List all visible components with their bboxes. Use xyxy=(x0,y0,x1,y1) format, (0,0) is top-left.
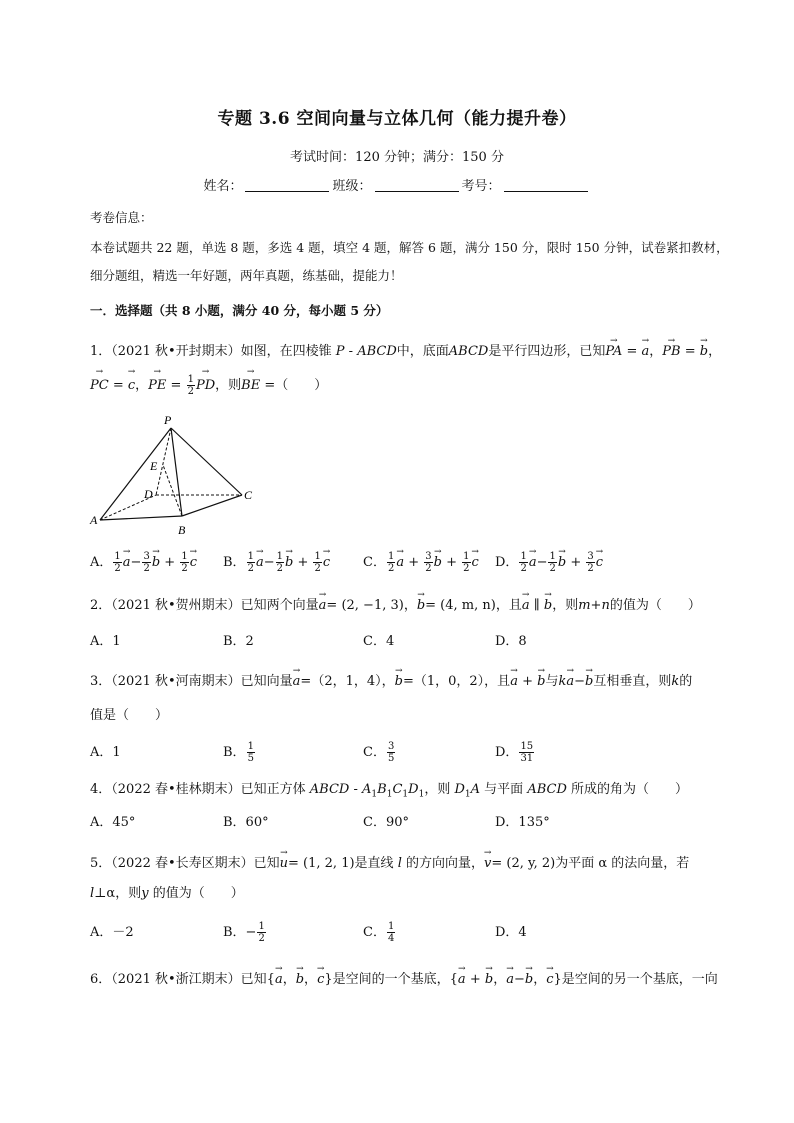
label-p: P xyxy=(164,413,172,427)
q4-text: 所成的角为（ ） xyxy=(571,782,689,797)
q3-text: 的 xyxy=(679,674,693,689)
question-3-line-1: 3．（2021 秋•河南期末）已知向量→ a=（2，1，4），→ b=（1，0，2），且→ a + → b与k→ a−→ b互相垂直，则k的 xyxy=(90,670,730,694)
option-d[interactable]: D．4 xyxy=(495,925,527,940)
option-a[interactable]: A．1 xyxy=(90,634,121,649)
q1-text: 是平行四边形，已知 xyxy=(488,344,606,359)
q4-options xyxy=(90,808,730,838)
question-4: 4．（2022 春•桂林期末）已知正方体 ABCD - $A_1B_1C_1D_1$，则 $D_1A$ 与平面 ABCD 所成的角为（ ） xyxy=(90,782,689,800)
option-c[interactable]: C．4 xyxy=(363,634,395,649)
q3-text: 3．（2021 秋•河南期末）已知向量 xyxy=(90,674,293,689)
number-label: 考号： xyxy=(461,179,501,194)
name-label: 姓名： xyxy=(203,179,243,194)
pyramid-diagram xyxy=(86,410,266,540)
q4-text: 4．（2022 春•桂林期末）已知正方体 xyxy=(90,782,306,797)
q5-text: 5．（2022 春•长寿区期末）已知 xyxy=(90,856,280,871)
q6-text: 是空间的一个基底， xyxy=(332,972,450,987)
info-line-1: 本卷试题共 22 题，单选 8 题，多选 4 题，填空 4 题，解答 6 题，满分 150 分，限时 150 分钟，试卷紧扣教材， xyxy=(90,240,729,255)
student-info-line xyxy=(0,175,794,194)
option-b[interactable]: B． $\frac{1}{5}$ xyxy=(223,741,254,764)
info-heading: 考卷信息： xyxy=(90,210,153,225)
q5-text: 的值为（ ） xyxy=(152,886,244,901)
name-blank[interactable] xyxy=(245,178,329,192)
option-b[interactable]: B．2 xyxy=(223,634,254,649)
option-b[interactable]: B．− $\frac{1}{2}$ xyxy=(223,921,265,944)
option-d[interactable]: D．8 xyxy=(495,634,527,649)
question-1-line-2: → PC = → c，→ PE = $\frac{1}{2}$ → PD，则→ BE =（ ） xyxy=(90,374,730,397)
q2-a-value: = (2, −1, 3)， xyxy=(326,598,417,613)
label-e: E xyxy=(150,459,158,473)
q3-text: 互相垂直，则 xyxy=(593,674,672,689)
q2-text: 的值为（ ） xyxy=(609,598,701,613)
option-b[interactable]: B． $\frac{1}{2}$ → a− $\frac{1}{2}$ → b + $\frac{1}{2}$ → c xyxy=(223,548,330,578)
q1-vector-pa: → PA = → a，→ PB = → b， xyxy=(605,344,721,359)
option-a[interactable]: A．－2 xyxy=(90,925,134,940)
q1-text: 中，底面 xyxy=(396,344,449,359)
q3-options xyxy=(90,738,730,768)
q2-text: 2．（2021 秋•贺州期末）已知两个向量 xyxy=(90,598,319,613)
label-b: B xyxy=(178,523,186,537)
question-5-line-1: 5．（2022 春•长寿区期末）已知→ u= (1, 2, 1)是直线 l 的方向向量，→ v= (2, y, 2)为平面 α 的法向量，若 xyxy=(90,852,730,876)
page-title: 专题 3.6 空间向量与立体几何（能力提升卷） xyxy=(217,109,577,129)
label-a: A xyxy=(90,513,98,527)
q5-text: ，则 xyxy=(115,886,142,901)
q3-b-value: =（1，0，2），且 xyxy=(402,674,511,689)
label-c: C xyxy=(244,488,253,502)
question-6-line-1: 6．（2021 秋•浙江期末）已知{→ a，→ b，→ c}是空间的一个基底，{→ a + → b，→ a−→ b，→ c}是空间的另一个基底，一向 xyxy=(90,968,730,992)
q3-text: 与 xyxy=(545,674,559,689)
q6-text: 6．（2021 秋•浙江期末）已知 xyxy=(90,972,267,987)
option-c[interactable]: C． $\frac{3}{5}$ xyxy=(363,741,395,764)
q3-a-value: =（2，1，4）， xyxy=(300,674,395,689)
class-label: 班级： xyxy=(332,179,372,194)
q2-b-value: = (4, m, n)，且 xyxy=(425,598,522,613)
option-b[interactable]: B．60° xyxy=(223,815,269,830)
question-3-line-2: 值是（ ） xyxy=(90,708,169,723)
number-blank[interactable] xyxy=(504,178,588,192)
option-a[interactable]: A．45° xyxy=(90,815,136,830)
q5-text: 的方向向量， xyxy=(406,856,485,871)
q5-u-value: = (1, 2, 1)是直线 xyxy=(288,856,394,871)
pyramid-figure xyxy=(86,410,266,540)
class-blank[interactable] xyxy=(375,178,459,192)
info-line-2: 细分题组，精选一年好题，两年真题，练基础，提能力！ xyxy=(90,268,403,283)
section-heading: 一．选择题（共 8 小题，满分 40 分，每小题 5 分） xyxy=(90,303,389,318)
option-d[interactable]: D．135° xyxy=(495,815,550,830)
q2-text: ，则 xyxy=(552,598,579,613)
q1-base: ABCD xyxy=(448,344,489,359)
label-d: D xyxy=(144,487,153,501)
q4-text: 与平面 xyxy=(484,782,524,797)
exam-time: 考试时间：120 分钟；满分：150 分 xyxy=(290,150,504,165)
option-c[interactable]: C． $\frac{1}{4}$ xyxy=(363,921,395,944)
option-a[interactable]: A．1 xyxy=(90,745,121,760)
q2-options xyxy=(90,627,730,657)
q5-options xyxy=(90,918,730,948)
q5-v-value: = (2, y, 2)为平面 α 的法向量，若 xyxy=(491,856,690,871)
question-2: 2．（2021 秋•贺州期末）已知两个向量→ a= (2, −1, 3)，→ b= (4, m, n)，且→ a ∥ → b，则m+n的值为（ ） xyxy=(90,594,730,618)
q1-options xyxy=(90,548,730,578)
q1-pyramid: P - ABCD xyxy=(335,344,397,359)
option-c[interactable]: C． $\frac{1}{2}$ → a + $\frac{3}{2}$ → b + $\frac{1}{2}$ → c xyxy=(363,548,479,578)
option-c[interactable]: C．90° xyxy=(363,815,409,830)
option-a[interactable]: A． $\frac{1}{2}$ → a− $\frac{3}{2}$ → b + $\frac{1}{2}$ → c xyxy=(90,548,197,578)
option-d[interactable]: D． $\frac{15}{31}$ xyxy=(495,741,534,764)
question-1-line-1 xyxy=(90,340,730,364)
question-5-line-2: l⊥α，则y 的值为（ ） xyxy=(90,886,244,901)
q1-text: 1．（2021 秋•开封期末）如图，在四棱锥 xyxy=(90,344,332,359)
option-d[interactable]: D． $\frac{1}{2}$ → a− $\frac{1}{2}$ → b + $\frac{3}{2}$ → c xyxy=(495,548,603,578)
q6-text: 是空间的另一个基底，一向 xyxy=(561,972,718,987)
